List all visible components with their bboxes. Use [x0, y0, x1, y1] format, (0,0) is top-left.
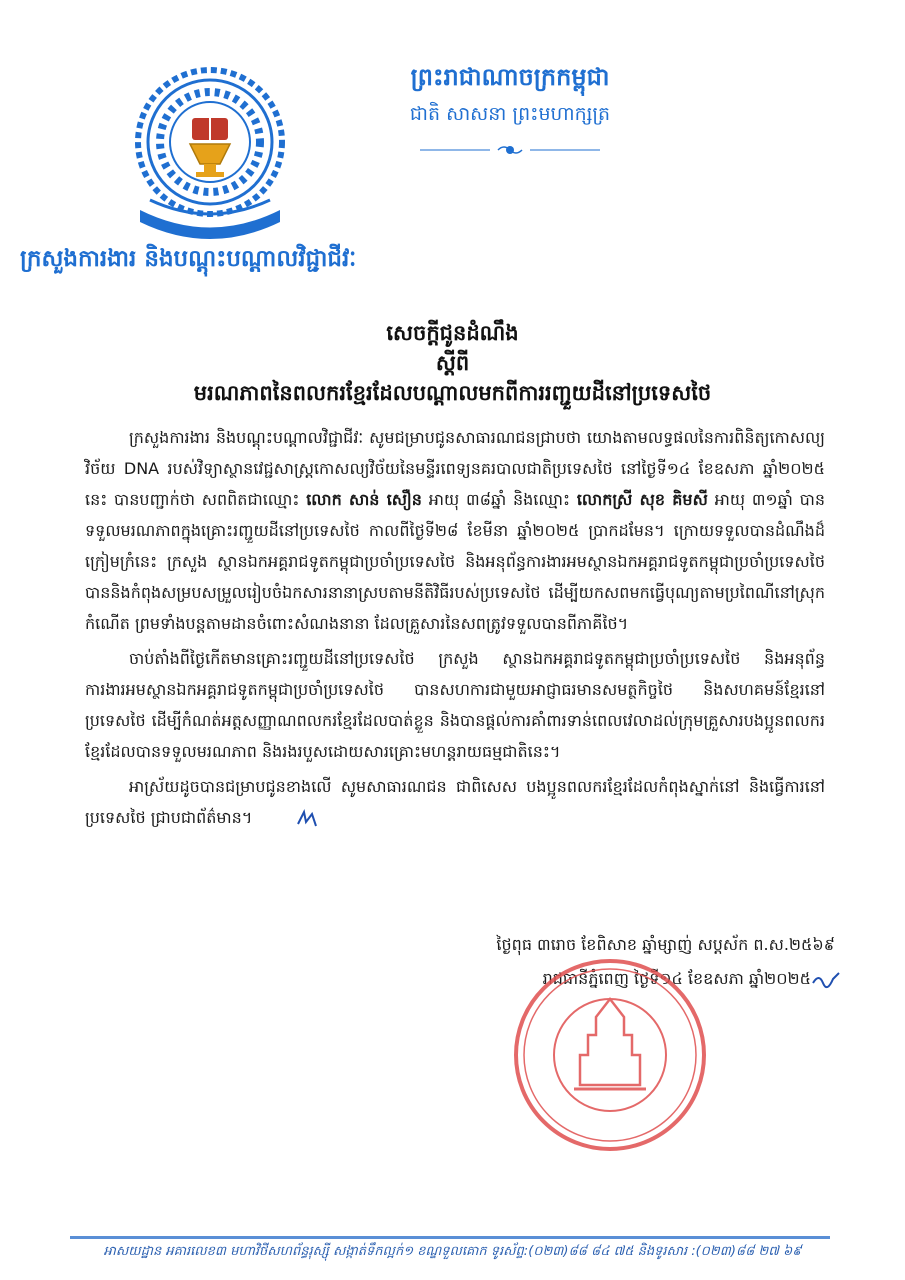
ministry-name: ក្រសួងការងារ និងបណ្តុះបណ្តាលវិជ្ជាជីវៈ [20, 246, 357, 272]
paragraph-2: ចាប់តាំងពីថ្ងៃកើតមានគ្រោះរញ្ជួយដីនៅប្រទេសថៃ ក្រសួង ស្ថានឯកអគ្គរាជទូតកម្ពុជាប្រចាំប្រទេសថៃ និងអនុព័ន្ធការងារអមស្ថានឯកអគ្គរាជទូតកម្ពុជាប្រចាំប្រទេសថៃ បានសហការជាមួយអាជ្ញាធរមានសមត្ថកិច្ចថៃ និងសហគមន៍ខ្មែរនៅប្រទេសថៃ ដើម្បីកំណត់អត្តសញ្ញាណពលករខ្មែរដែលបាត់ខ្លួន និងបានផ្តល់ការគាំពារទាន់ពេលវេលាដល់ក្រុមគ្រួសារបងប្អូនពលករខ្មែរដែលបានទទួលមរណភាព និងរងរបួសដោយសារគ្រោះមហន្តរាយធម្មជាតិនេះ។ [85, 649, 825, 761]
paragraph-3 [85, 771, 825, 833]
footer-divider [70, 1236, 830, 1239]
solar-date: រាជធានីភ្នំពេញ ថ្ងៃទី១៤ ខែឧសភា ឆ្នាំ២០២៥ [542, 969, 811, 988]
paragraph-1 [85, 422, 825, 639]
paragraph-1-part-c: អាយុ ៣១ឆ្នាំ បានទទួលមរណភាពក្នុងគ្រោះរញ្ជួយដីនៅប្រទេសថៃ កាលពីថ្ងៃទី២៨ ខែមីនា ឆ្នាំ២០២៥ ប្រាកដមែន។ ក្រោយទទួលបានដំណឹងដ៏ក្រៀមក្រំនេះ ក្រសួង ស្ថានឯកអគ្គរាជទូតកម្ពុជាប្រចាំប្រទេសថៃ និងអនុព័ន្ធការងារអមស្ថានឯកអគ្គរាជទូតកម្ពុជាប្រចាំប្រទេសថៃ បាននិងកំពុងសម្របសម្រួលរៀបចំឯកសារនានាស្របតាមនីតិវិធីរបស់ប្រទេសថៃ ដើម្បីយកសពមកធ្វើបុណ្យតាមប្រពៃណីនៅស្រុកកំណើត ព្រមទាំងបន្តតាមដានចំពោះសំណងនានា ដែលគ្រួសារនៃសពត្រូវទទួលបានពីភាគីថៃ។ [85, 490, 826, 633]
kingdom-title: ព្រះរាជាណាចក្រកម្ពុជា [410, 63, 610, 91]
deceased-name-2: លោកស្រី សុខ គិមសី [576, 490, 708, 509]
notice-body [85, 422, 825, 837]
notice-title [0, 318, 905, 408]
paragraph-3-text: អាស្រ័យដូចបានជម្រាបជូនខាងលើ សូមសាធារណជន ជាពិសេស បងប្អូនពលករខ្មែរដែលកំពុងស្នាក់នៅ និងធ្វើការនៅប្រទេសថៃ ជ្រាបជាព័ត៌មាន។ [85, 777, 825, 827]
paragraph-1-part-b: អាយុ ៣៨ឆ្នាំ និងឈ្មោះ [421, 490, 577, 509]
footer-address: អាសយដ្ឋាន អគារលេខ៣ មហាវិថីសហព័ន្ធរុស្ស៊ី សង្កាត់ទឹកល្អក់១ ខណ្ឌទួលគោក ទូរស័ព្ទ:(០២៣)៨៨ ៨៤ ៧៥ និងទូរសារ :(០២៣)៨៨ ២៧ ៦៩ [103, 1244, 802, 1259]
ministry-emblem-icon [130, 60, 290, 260]
official-seal-icon [510, 955, 710, 1155]
initial-signature-icon [252, 808, 276, 830]
deceased-name-1: លោក សាន់ សឿន [306, 490, 422, 509]
national-motto: ជាតិ សាសនា ព្រះមហាក្សត្រ [409, 103, 611, 125]
ornament-divider-icon [410, 140, 610, 160]
notice-title-line2: ស្តីពី [435, 351, 470, 375]
paragraph-1-part-a: ក្រសួងការងារ និងបណ្តុះបណ្តាលវិជ្ជាជីវៈ សូមជម្រាបជូនសាធារណជនជ្រាបថា យោងតាមលទ្ធផលនៃការពិនិត្យកោសល្យវិច័យ DNA របស់វិទ្យាស្ថានវេជ្ជសាស្ត្រកោសល្យវិច័យនៃមន្ទីរពេទ្យនគរបាលជាតិប្រទេសថៃ នៅថ្ងៃទី១៤ ខែឧសភា ឆ្នាំ២០២៥ នេះ បានបញ្ជាក់ថា សពពិតជាឈ្មោះ [85, 428, 825, 509]
notice-title-line3: មរណភាពនៃពលករខ្មែរដែលបណ្តាលមកពីការរញ្ជួយដីនៅប្រទេសថៃ [193, 381, 712, 405]
notice-title-line1: សេចក្តីជូនដំណឹង [386, 321, 519, 345]
date-signature-icon [811, 969, 835, 991]
lunar-date: ថ្ងៃពុធ ៣រោច ខែពិសាខ ឆ្នាំម្សាញ់ សប្តស័ក ព.ស.២៥៦៩ [496, 935, 835, 954]
